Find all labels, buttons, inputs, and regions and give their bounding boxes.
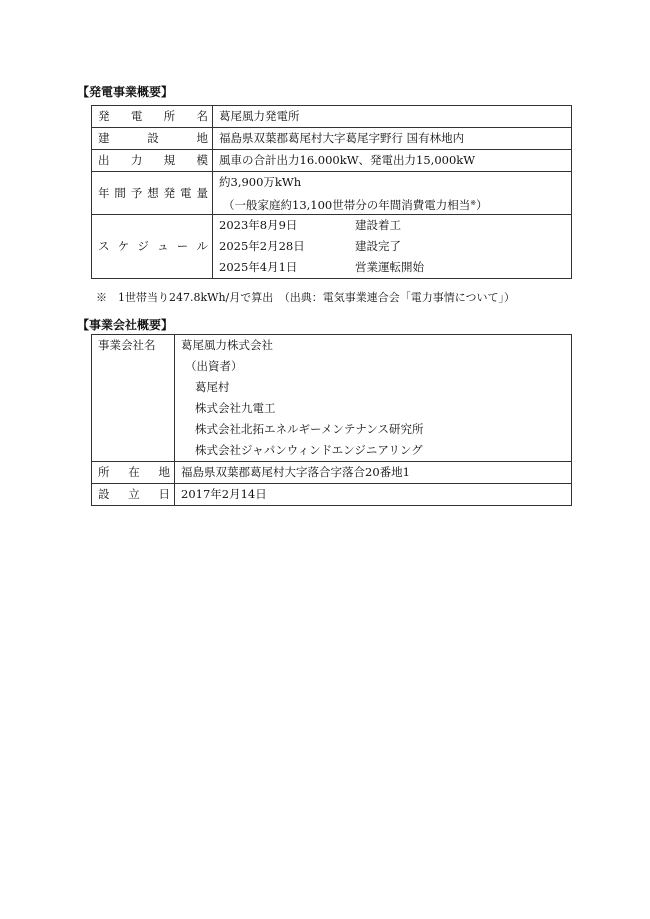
spread-label	[98, 183, 208, 204]
table-row	[92, 150, 572, 172]
spread-label	[98, 236, 208, 257]
address-value: 福島県双葉郡葛尾村大字落合字落合20番地1	[175, 462, 572, 484]
label-char: 建	[98, 131, 110, 145]
investor-item: 葛尾村	[195, 380, 230, 394]
established-label	[92, 484, 175, 506]
footnote-mark: ※	[470, 199, 477, 207]
table-row	[92, 484, 572, 506]
company-name-label: 事業会社名	[92, 335, 175, 462]
plant-name-label	[92, 106, 213, 128]
company-heading: 【事業会社概要】	[77, 318, 174, 332]
table-row	[92, 462, 572, 484]
label-char: 地	[196, 131, 208, 145]
label-char: ス	[98, 239, 110, 253]
label-char: 立	[128, 487, 140, 501]
label-char: 出	[98, 153, 110, 167]
table-row	[92, 128, 572, 150]
label-char: 力	[130, 153, 143, 167]
label-char: ー	[176, 239, 189, 253]
spread-label	[98, 462, 170, 483]
label-char: 所	[163, 109, 176, 123]
table-row	[92, 335, 572, 462]
site-label	[92, 128, 213, 150]
label-char: 模	[196, 153, 208, 167]
investor-item: 株式会社ジャパンウィンドエンジニアリング	[195, 443, 423, 457]
annual-generation-value	[213, 172, 572, 215]
label-char: 設	[98, 487, 110, 501]
table-row	[92, 172, 572, 215]
established-value: 2017年2月14日	[175, 484, 572, 506]
label-char: 日	[158, 487, 170, 501]
label-char: 予	[130, 185, 143, 200]
label-char: 想	[147, 185, 159, 200]
investor-item: 株式会社北拓エネルギーメンテナンス研究所	[195, 422, 424, 436]
schedule-item: 2025年4月1日 営業運転開始	[219, 260, 424, 274]
schedule-item: 2025年2月28日 建設完了	[219, 239, 401, 253]
annual-generation-amount: 約3,900万kWh	[219, 175, 302, 189]
investor-item: 株式会社九電工	[195, 401, 276, 415]
spread-label	[98, 128, 208, 149]
schedule-value	[213, 215, 572, 279]
label-char: 規	[163, 153, 176, 167]
label-char: 地	[158, 465, 170, 479]
label-char: ケ	[117, 239, 130, 253]
company-table	[91, 334, 572, 506]
table-row	[92, 215, 572, 279]
company-name: 葛尾風力株式会社	[181, 338, 273, 352]
label-char: 名	[196, 109, 208, 123]
spread-label	[98, 484, 170, 505]
address-label	[92, 462, 175, 484]
plant-name-value: 葛尾風力発電所	[213, 106, 572, 128]
label-char: ュ	[157, 239, 169, 253]
schedule-label	[92, 215, 213, 279]
table-row	[92, 106, 572, 128]
investors-label: （出資者）	[185, 359, 243, 373]
annual-generation-label	[92, 172, 213, 215]
label-char: 間	[114, 185, 126, 200]
output-label	[92, 150, 213, 172]
generation-table	[91, 105, 572, 279]
label-char: 発	[98, 109, 110, 123]
label-char: 発	[163, 185, 176, 200]
schedule-item: 2023年8月9日 建設着工	[219, 218, 401, 232]
spread-label	[98, 150, 208, 171]
footnote: ※ 1世帯当り247.8kWh/月で算出 （出典：電気事業連合会「電力事情について」）	[96, 291, 516, 304]
generation-heading: 【発電事業概要】	[77, 85, 174, 99]
label-char: 所	[98, 465, 110, 479]
site-value: 福島県双葉郡葛尾村大字葛尾字野行 国有林地内	[213, 128, 572, 150]
label-char: 設	[147, 131, 159, 145]
label-char: ル	[196, 239, 208, 253]
spread-label	[98, 106, 208, 127]
label-char: ジ	[137, 239, 149, 253]
label-char: 電	[130, 109, 143, 123]
label-char: 量	[196, 185, 208, 200]
label-char: 電	[180, 185, 192, 200]
annual-generation-note: （一般家庭約13,100世帯分の年間消費電力相当※）	[223, 198, 488, 212]
output-value: 風車の合計出力16.000kW、発電出力15,000kW	[213, 150, 572, 172]
label-char: 在	[128, 465, 140, 479]
company-name-value	[175, 335, 572, 462]
label-char: 年	[98, 185, 110, 200]
